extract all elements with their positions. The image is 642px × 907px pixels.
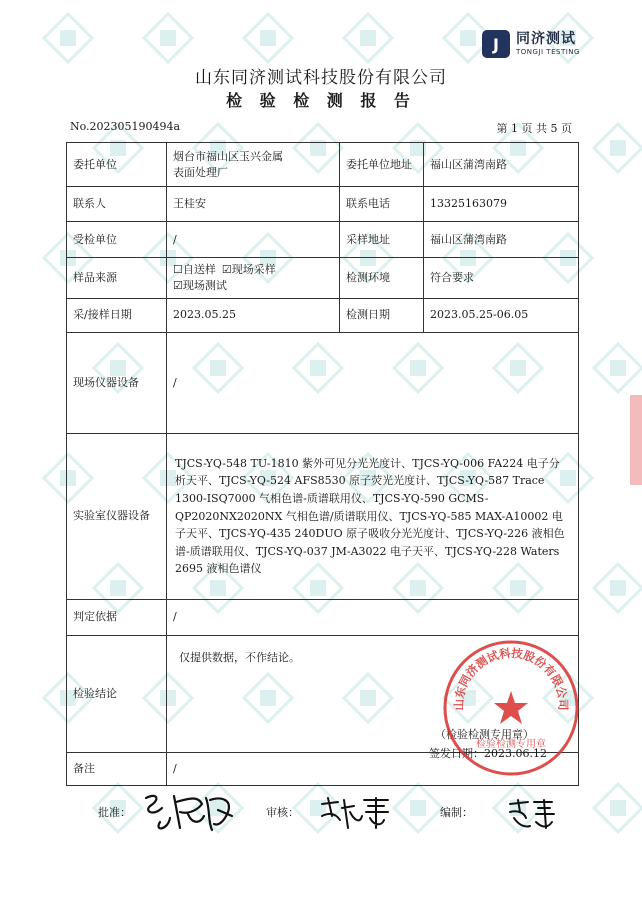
test-date-label: 检测日期	[340, 298, 424, 332]
remarks-value: /	[167, 752, 579, 785]
approve-label: 批准：	[98, 806, 131, 819]
report-table	[66, 142, 579, 786]
table-row	[67, 433, 579, 599]
sampling-address-label: 采样地址	[340, 222, 424, 258]
client-value: 烟台市福山区玉兴金属 表面处理厂	[167, 143, 340, 187]
phone-value: 13325163079	[424, 187, 579, 222]
page-info: 第 1 页 共 5 页	[496, 122, 572, 135]
lab-instruments-label: 实验室仪器设备	[67, 433, 167, 599]
remarks-label: 备注	[67, 752, 167, 785]
environment-value: 符合要求	[424, 258, 579, 299]
svg-text:山东同济测试科技股份有限公司: 山东同济测试科技股份有限公司	[451, 645, 571, 711]
watermark-logo-icon	[590, 340, 642, 396]
environment-label: 检测环境	[340, 258, 424, 299]
company-name: 山东同济测试科技股份有限公司	[195, 68, 447, 88]
logo-mark-icon: J	[482, 30, 510, 58]
table-row	[67, 258, 579, 299]
inspected-unit-value: /	[167, 222, 340, 258]
table-row	[67, 599, 579, 635]
test-date-value: 2023.05.25-06.05	[424, 298, 579, 332]
conclusion-label: 检验结论	[67, 635, 167, 752]
report-title: 检 验 检 测 报 告	[226, 91, 416, 110]
table-row	[67, 222, 579, 258]
approver-signature	[140, 788, 240, 836]
basis-label: 判定依据	[67, 599, 167, 635]
lab-instruments-value: TJCS-YQ-548 TU-1810 紫外可见分光光度计、TJCS-YQ-006 FA224 电子分析天平、TJCS-YQ-524 AFS8530 原子荧光光度计、TJCS-YQ-587 Trace 1300-ISQ7000 气相色谱-质谱联用仪、TJCS-YQ-590 GCMS-QP2020NX2020NX 气相色谱/质谱联用仪、TJCS-YQ-585 MAX-A10002 电子天平、TJCS-YQ-435 240DUO 原子吸收分光光度计、TJCS-YQ-226 液相色谱-质谱联用仪、TJCS-YQ-037 JM-A3022 电子天平、TJCS-YQ-228 Waters 2695 液相色谱仪	[167, 433, 579, 599]
client-address-value: 福山区蒲湾南路	[424, 143, 579, 187]
self-delivery-checkbox: ☐自送样	[173, 263, 216, 276]
svg-text:检验检测专用章: 检验检测专用章	[476, 739, 546, 750]
table-row	[67, 298, 579, 332]
sample-source-options	[167, 258, 340, 299]
sampling-date-label: 采/接样日期	[67, 298, 167, 332]
company-logo	[482, 30, 580, 58]
field-instruments-label: 现场仪器设备	[67, 332, 167, 433]
phone-label: 联系电话	[340, 187, 424, 222]
prepare-label: 编制：	[440, 806, 473, 819]
watermark-logo-icon	[40, 10, 96, 66]
contact-value: 王桂安	[167, 187, 340, 222]
client-label: 委托单位	[67, 143, 167, 187]
logo-name-cn: 同济测试	[516, 31, 576, 47]
review-label: 审核：	[266, 806, 299, 819]
watermark-logo-icon	[140, 10, 196, 66]
edge-seal-fragment	[630, 395, 642, 485]
table-row	[67, 332, 579, 433]
watermark-logo-icon	[590, 560, 642, 616]
conclusion-cell	[167, 635, 579, 760]
table-row	[67, 635, 579, 752]
field-instruments-value: /	[167, 332, 579, 433]
issue-date: 签发日期：2023.06.12	[429, 746, 547, 760]
logo-name-en: TONGJI TESTING	[516, 48, 580, 56]
contact-label: 联系人	[67, 187, 167, 222]
table-row	[67, 187, 579, 222]
field-sampling-checkbox: ☑现场采样	[221, 263, 276, 276]
watermark-logo-icon	[240, 10, 296, 66]
inspected-unit-label: 受检单位	[67, 222, 167, 258]
conclusion-text: 仅提供数据，不作结论。	[179, 650, 300, 664]
reviewer-signature	[318, 794, 392, 834]
preparer-signature	[506, 798, 556, 834]
signature-row	[0, 788, 642, 848]
table-row	[67, 143, 579, 187]
field-testing-checkbox: ☑现场测试	[173, 278, 227, 292]
watermark-logo-icon	[340, 10, 396, 66]
watermark-logo-icon	[590, 120, 642, 176]
seal-note: （检验检测专用章）	[435, 727, 534, 741]
sample-source-label: 样品来源	[67, 258, 167, 299]
sampling-date-value: 2023.05.25	[167, 298, 340, 332]
client-address-label: 委托单位地址	[340, 143, 424, 187]
basis-value: /	[167, 599, 579, 635]
sampling-address-value: 福山区蒲湾南路	[424, 222, 579, 258]
report-number: No.202305190494a	[70, 120, 181, 133]
